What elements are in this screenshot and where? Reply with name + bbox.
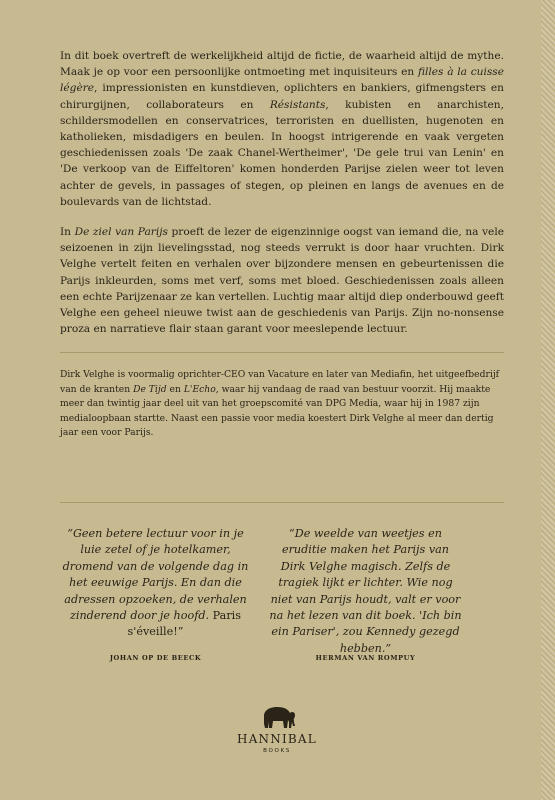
blurb-emphasis: Résistants [269, 98, 326, 111]
endorsement-quote-1 [58, 526, 253, 641]
blurb-text: , kubisten en anarchisten, schildersmodellen en conservatrices, terroristen en duellisten, hugenoten en katholieken, misdadigers en beulen. In hoogst intrigerende en vaak vergeten geschiedenissen zoals 'De zaak Chanel-Wertheimer', 'De gele trui van Lenin' en 'De verkoop van de Eiffeltoren' komen honderden Parijse zielen weer tot leven achter de gevels, in passages of stegen, op pleinen en langs de avenues en de boulevards van de lichtstad. [60, 98, 504, 208]
bio-text: , waar hij vandaag de raad van bestuur voorzit. Hij maakte meer dan twintig jaar deel uit van het groepscomité van DPG Media, waar hij in 1987 zijn medialoopbaan startte. Naast een passie voor media koestert Dirk Velghe al meer dan dertig jaar een voor Parijs. [60, 383, 494, 439]
bio-text: Dirk Velghe is voormalig oprichter-CEO van Vacature en later van Mediafin, het uitgeefbedrijf van de kranten [60, 369, 500, 395]
endorsement-quote-2 [268, 526, 463, 657]
bio-text: en [166, 383, 184, 395]
quote-tail: Paris s'éveille!” [127, 609, 241, 639]
blurb-emphasis: filles à la cuisse légère [60, 66, 504, 95]
divider [60, 352, 504, 353]
quote-text: “Geen betere lectuur voor in je luie zetel of je hotelkamer, dromend van de volgende dag in het eeuwige Parijs. En dan die adressen opzoeken, de verhalen zinderend door je hoofd. [62, 527, 249, 623]
quote-text: “De weelde van weetjes en eruditie maken het Parijs van Dirk Velghe magisch. Zelfs de tragiek lijkt er lichter. Wie nog niet van Parijs houdt, valt er voor na het lezen van dit boek. 'Ich bin ein Pariser', zou Kennedy gezegd hebben.” [269, 527, 462, 655]
endorsement-author-2: HERMAN VAN ROMPUY [315, 654, 416, 662]
book-title-emphasis: De ziel van Parijs [74, 226, 168, 238]
author-bio [60, 368, 504, 441]
publisher-logo [237, 702, 317, 754]
blurb-text: In [60, 226, 75, 238]
bio-emphasis: De Tijd [133, 383, 167, 395]
endorsement-author-1: JOHAN OP DE BEECK [109, 654, 202, 662]
blurb-paragraph-1 [60, 48, 504, 210]
blurb-text: proeft de lezer de eigenzinnige oogst van iemand die, na vele seizoenen in zijn lievelingsstad, nog steeds verrukt is door haar vruchten. Dirk Velghe vertelt feiten en verhalen over bijzondere mensen en gebeurtenissen die Parijs inkleurden, soms met verf, soms met bloed. Geschiedenissen zoals alleen een echte Parijzenaar ze kan vertellen. Luchtig maar altijd diep onderbouwd geeft Velghe een geheel nieuwe twist aan de geschiedenis van Parijs. Zijn no-nonsense proza en narratieve flair staan garant voor meeslepende lectuur. [60, 226, 504, 336]
blurb-paragraph-2 [60, 224, 504, 337]
elephant-icon [256, 702, 298, 730]
divider [60, 502, 504, 503]
blurb-text: , impressionisten en kunstdieven, oplichters en bankiers, gifmengsters en chirurgijnen, collaborateurs en [60, 82, 504, 111]
spine-edge [541, 0, 555, 800]
blurb-text: In dit boek overtreft de werkelijkheid altijd de fictie, de waarheid altijd de mythe. Maak je op voor een persoonlijke ontmoeting met inquisiteurs en [60, 50, 504, 79]
publisher-name: HANNIBAL [237, 732, 317, 746]
publisher-sub: BOOKS [263, 748, 291, 754]
bio-emphasis: L'Echo [183, 383, 216, 395]
